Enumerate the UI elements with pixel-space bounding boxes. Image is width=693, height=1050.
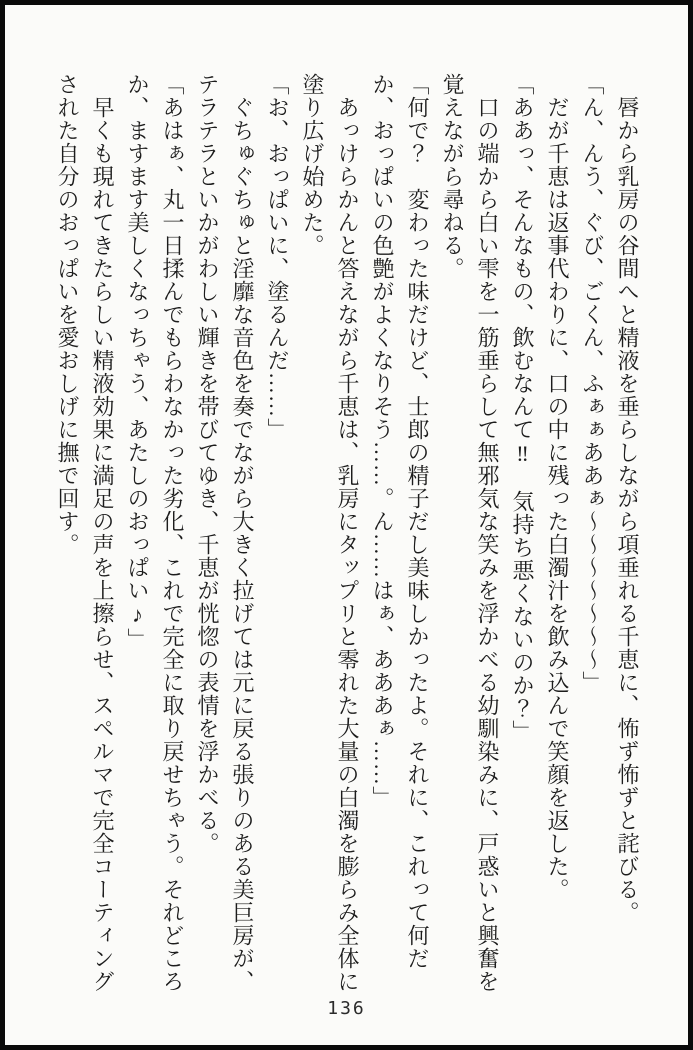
dialogue-paragraph: 「お、おっぱいに、塗るんだ……」 [265, 73, 290, 441]
narration-paragraph: 唇から乳房の谷間へと精液を垂らしながら項垂れる千恵に、怖ず怖ずと詫びる。 [615, 96, 640, 924]
dialogue-paragraph: 「ああっ、そんなもの、飲むなんて‼ 気持ち悪くないのか？」 [510, 73, 535, 743]
narration-paragraph: あっけらかんと答えながら千恵は、乳房にタップリと零れた大量の白濁を膨らみ全体に塗り広げ始めた。 [300, 73, 360, 993]
narration-paragraph: ぐちゅぐちゅと淫靡な音色を奏でながら大きく拉げては元に戻る張りのある美巨房が、テラテラといかがわしい輝きを帯びてゆき、千恵が恍惚の表情を浮かべる。 [195, 73, 255, 993]
narration-paragraph: 口の端から白い雫を一筋垂らして無邪気な笑みを浮かべる幼馴染みに、戸惑いと興奮を覚えながら尋ねる。 [440, 73, 500, 993]
dialogue-paragraph: 「あはぁ、丸一日揉んでもらわなかった劣化、これで完全に取り戻せちゃう。それどころか、ますます美しくなっちゃう、あたしのおっぱい♪」 [125, 73, 185, 993]
dialogue-paragraph: 「ん、んう、ぐび、ごくん、ふぁぁああぁ～～～～～～～」 [580, 73, 605, 694]
dialogue-paragraph: 「何で？ 変わった味だけど、士郎の精子だし美味しかったよ。それに、これって何だか、おっぱいの色艶がよくなりそう……。ん……はぁ、あああぁ……」 [370, 73, 430, 970]
narration-paragraph: 早くも現れてきたらしい精液効果に満足の声を上擦らせ、スペルマで完全コーティングされた自分のおっぱいを愛おしげに撫で回す。 [55, 73, 115, 993]
text-body [43, 73, 645, 995]
page-number: 136 [327, 998, 366, 1019]
narration-paragraph: だが千恵は返事代わりに、口の中に残った白濁汁を飲み込んで笑顔を返した。 [545, 96, 570, 901]
